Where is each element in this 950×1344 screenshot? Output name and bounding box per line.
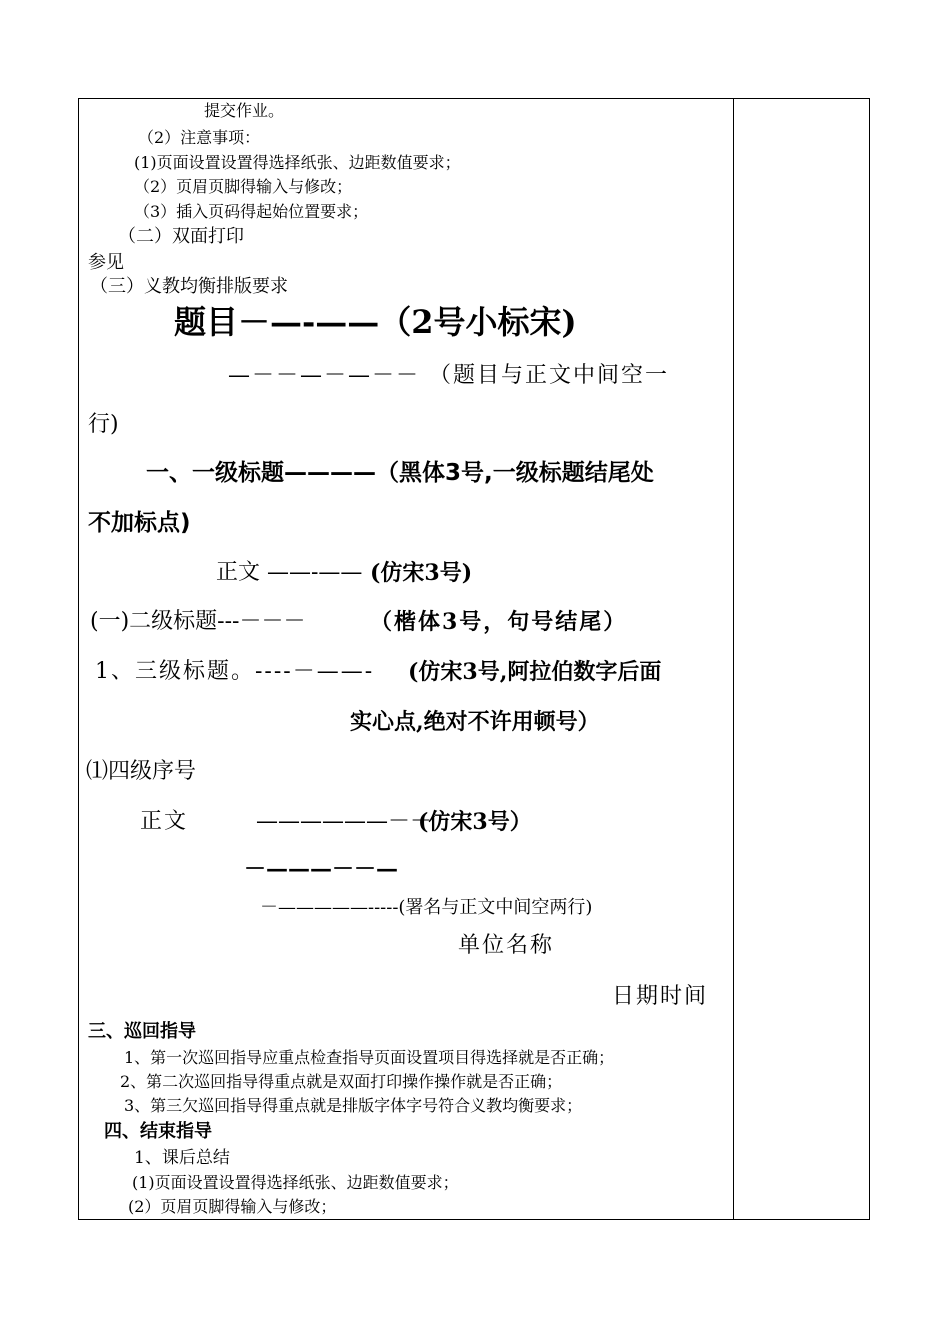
sample-divider-dashes: －———－－— <box>244 856 399 882</box>
sample-title-note-cont: 行) <box>88 412 119 437</box>
section-duplex-printing: （二）双面打印 <box>118 226 244 247</box>
end-summary-point-2: (2）页眉页脚得输入与修改； <box>128 1197 337 1216</box>
patrol-item-1: 1、第一次巡回指导应重点检查指导页面设置项目得选择就是否正确； <box>124 1048 615 1067</box>
sample-level3-font-note-cont: 实心点,绝对不许用顿号） <box>350 709 600 735</box>
section-end-guidance: 四、结束指导 <box>104 1121 212 1142</box>
end-summary-point-1: (1)页面设置设置得选择纸张、边距数值要求； <box>132 1173 459 1192</box>
sample-date-time: 日期时间 <box>612 984 709 1009</box>
sample-body-dashes-2: ——————－－ <box>256 809 433 834</box>
line-see-also: 参见 <box>88 252 124 273</box>
sample-body-text: 正文 ——-—— <box>216 560 363 585</box>
sample-level4-number: ⑴四级序号 <box>86 759 197 784</box>
section-layout-requirements: （三）义教均衡排版要求 <box>90 276 288 297</box>
sample-signature-note: －—————-----(署名与正文中间空两行) <box>260 897 593 918</box>
sample-body-text-2: 正文 <box>140 809 189 834</box>
sample-body-font-note-2: (仿宋3号） <box>418 809 532 835</box>
line-notes-heading: （2）注意事项： <box>138 128 261 147</box>
line-note-1: (1)页面设置设置得选择纸张、边距数值要求； <box>134 153 461 172</box>
sample-level1-heading: 一、一级标题————（黑体3号,一级标题结尾处 <box>146 460 654 486</box>
sample-title: 题目－—-——（2号小标宋) <box>174 303 577 341</box>
sample-title-note: —－－—－—－－ （题目与正文中间空一 <box>228 363 669 388</box>
sample-level1-heading-cont: 不加标点) <box>88 510 191 536</box>
end-item-summary: 1、课后总结 <box>134 1148 230 1168</box>
line-submit-homework: 提交作业。 <box>204 101 285 120</box>
sample-level3-heading: 1、三级标题。----－——- <box>95 659 375 684</box>
sample-level2-font-note: （楷体3号，句号结尾） <box>370 609 628 635</box>
patrol-item-3: 3、第三欠巡回指导得重点就是排版字体字号符合义教均衡要求； <box>124 1096 583 1115</box>
line-note-2: （2）页眉页脚得输入与修改； <box>134 177 353 196</box>
sample-level3-font-note: (仿宋3号,阿拉伯数字后面 <box>408 659 662 685</box>
sample-unit-name: 单位名称 <box>458 933 555 958</box>
section-patrol-guidance: 三、巡回指导 <box>88 1021 196 1042</box>
patrol-item-2: 2、第二次巡回指导得重点就是双面打印操作操作就是否正确； <box>120 1072 563 1091</box>
line-note-3: （3）插入页码得起始位置要求； <box>134 202 369 221</box>
sample-body-font-note: (仿宋3号) <box>370 560 473 586</box>
column-divider <box>733 98 734 1220</box>
sample-level2-heading: (一)二级标题---－－－ <box>90 609 306 634</box>
